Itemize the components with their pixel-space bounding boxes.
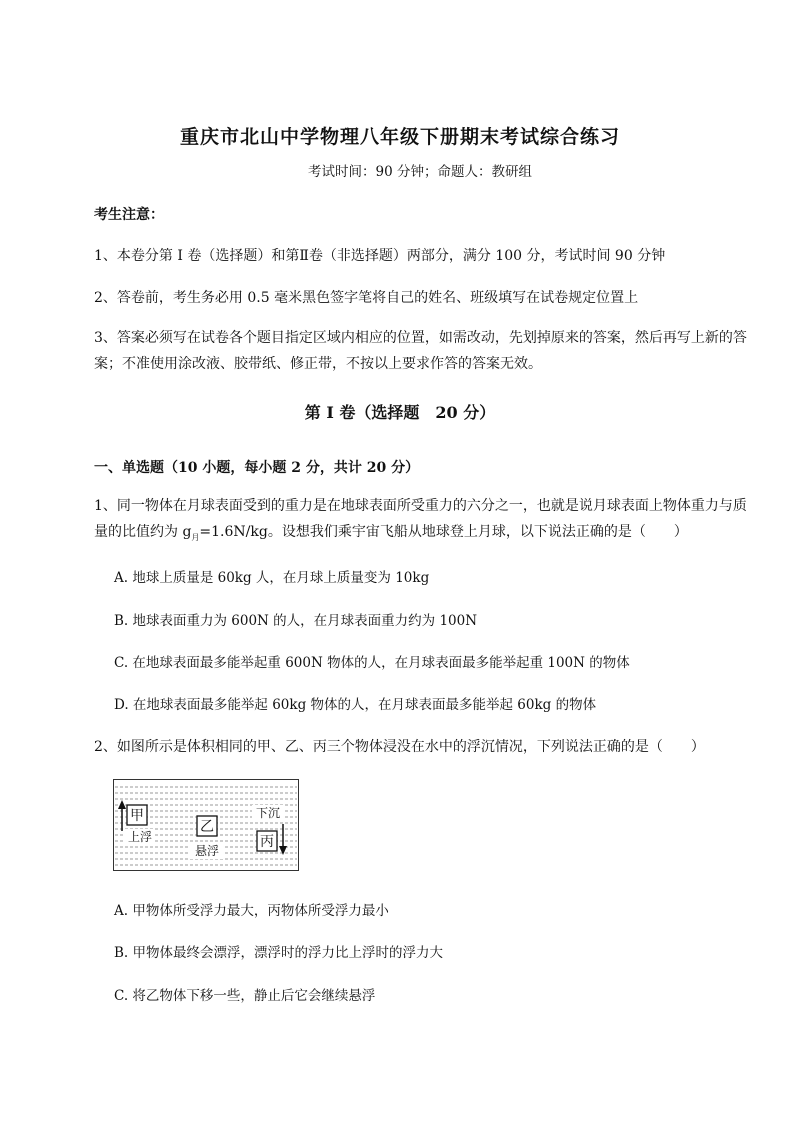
page-title: 重庆市北山中学物理八年级下册期末考试综合练习: [179, 126, 620, 148]
label-down: 下沉: [255, 806, 281, 820]
question-1-option-d[interactable]: D. 在地球表面最多能举起 60kg 物体的人，在月球表面最多能举起 60kg 的物体: [114, 697, 597, 713]
question-1-option-b[interactable]: B. 地球表面重力为 600N 的人，在月球表面重力约为 100N: [114, 613, 478, 629]
exam-info: 考试时间：90 分钟；命题人：教研组: [308, 164, 532, 180]
box-bing-label: 丙: [260, 834, 274, 850]
notice-heading: 考生注意：: [94, 207, 164, 223]
notice-item-2: 2、答卷前，考生务必用 0.5 毫米黑色签字笔将自己的姓名、班级填写在试卷规定位置上: [94, 290, 639, 306]
notice-item-1: 1、本卷分第 I 卷（选择题）和第Ⅱ卷（非选择题）两部分，满分 100 分，考试时间 90 分钟: [94, 248, 666, 264]
section-title: 第 I 卷（选择题 20 分）: [304, 403, 496, 422]
box-yi-label: 乙: [200, 819, 214, 835]
part-heading: 一、单选题（10 小题，每小题 2 分，共计 20 分）: [94, 460, 420, 476]
box-jia-label: 甲: [130, 808, 144, 824]
question-2-option-a[interactable]: A. 甲物体所受浮力最大，丙物体所受浮力最小: [114, 903, 389, 919]
notice-item-3: 3、答案必须写在试卷各个题目指定区域内相应的位置，如需改动，先划掉原来的答案，然后再写上新的答案；不准使用涂改液、胶带纸、修正带，不按以上要求作答的答案无效。: [94, 330, 747, 372]
question-2-option-c[interactable]: C. 将乙物体下移一些，静止后它会继续悬浮: [114, 988, 376, 1004]
question-2-option-b[interactable]: B. 甲物体最终会漂浮，漂浮时的浮力比上浮时的浮力大: [114, 945, 444, 961]
label-up: 上浮: [127, 830, 153, 844]
question-1-option-a[interactable]: A. 地球上质量是 60kg 人，在月球上质量变为 10kg: [114, 570, 430, 586]
buoyancy-figure: [113, 779, 299, 871]
question-2-stem: 2、如图所示是体积相同的甲、乙、丙三个物体浸没在水中的浮沉情况，下列说法正确的是（ ）: [94, 739, 705, 755]
label-suspend: 悬浮: [194, 844, 220, 858]
question-1-option-c[interactable]: C. 在地球表面最多能举起重 600N 物体的人，在月球表面最多能举起重 100N 的物体: [114, 655, 630, 671]
question-1-stem: 1、同一物体在月球表面受到的重力是在地球表面所受重力的六分之一，也就是说月球表面上物体重力与质量的比值约为 $g_月=1.6N/kg$。设想我们乘宇宙飞船从地球登上月球，以下说法正确的是（ ）: [94, 498, 747, 542]
